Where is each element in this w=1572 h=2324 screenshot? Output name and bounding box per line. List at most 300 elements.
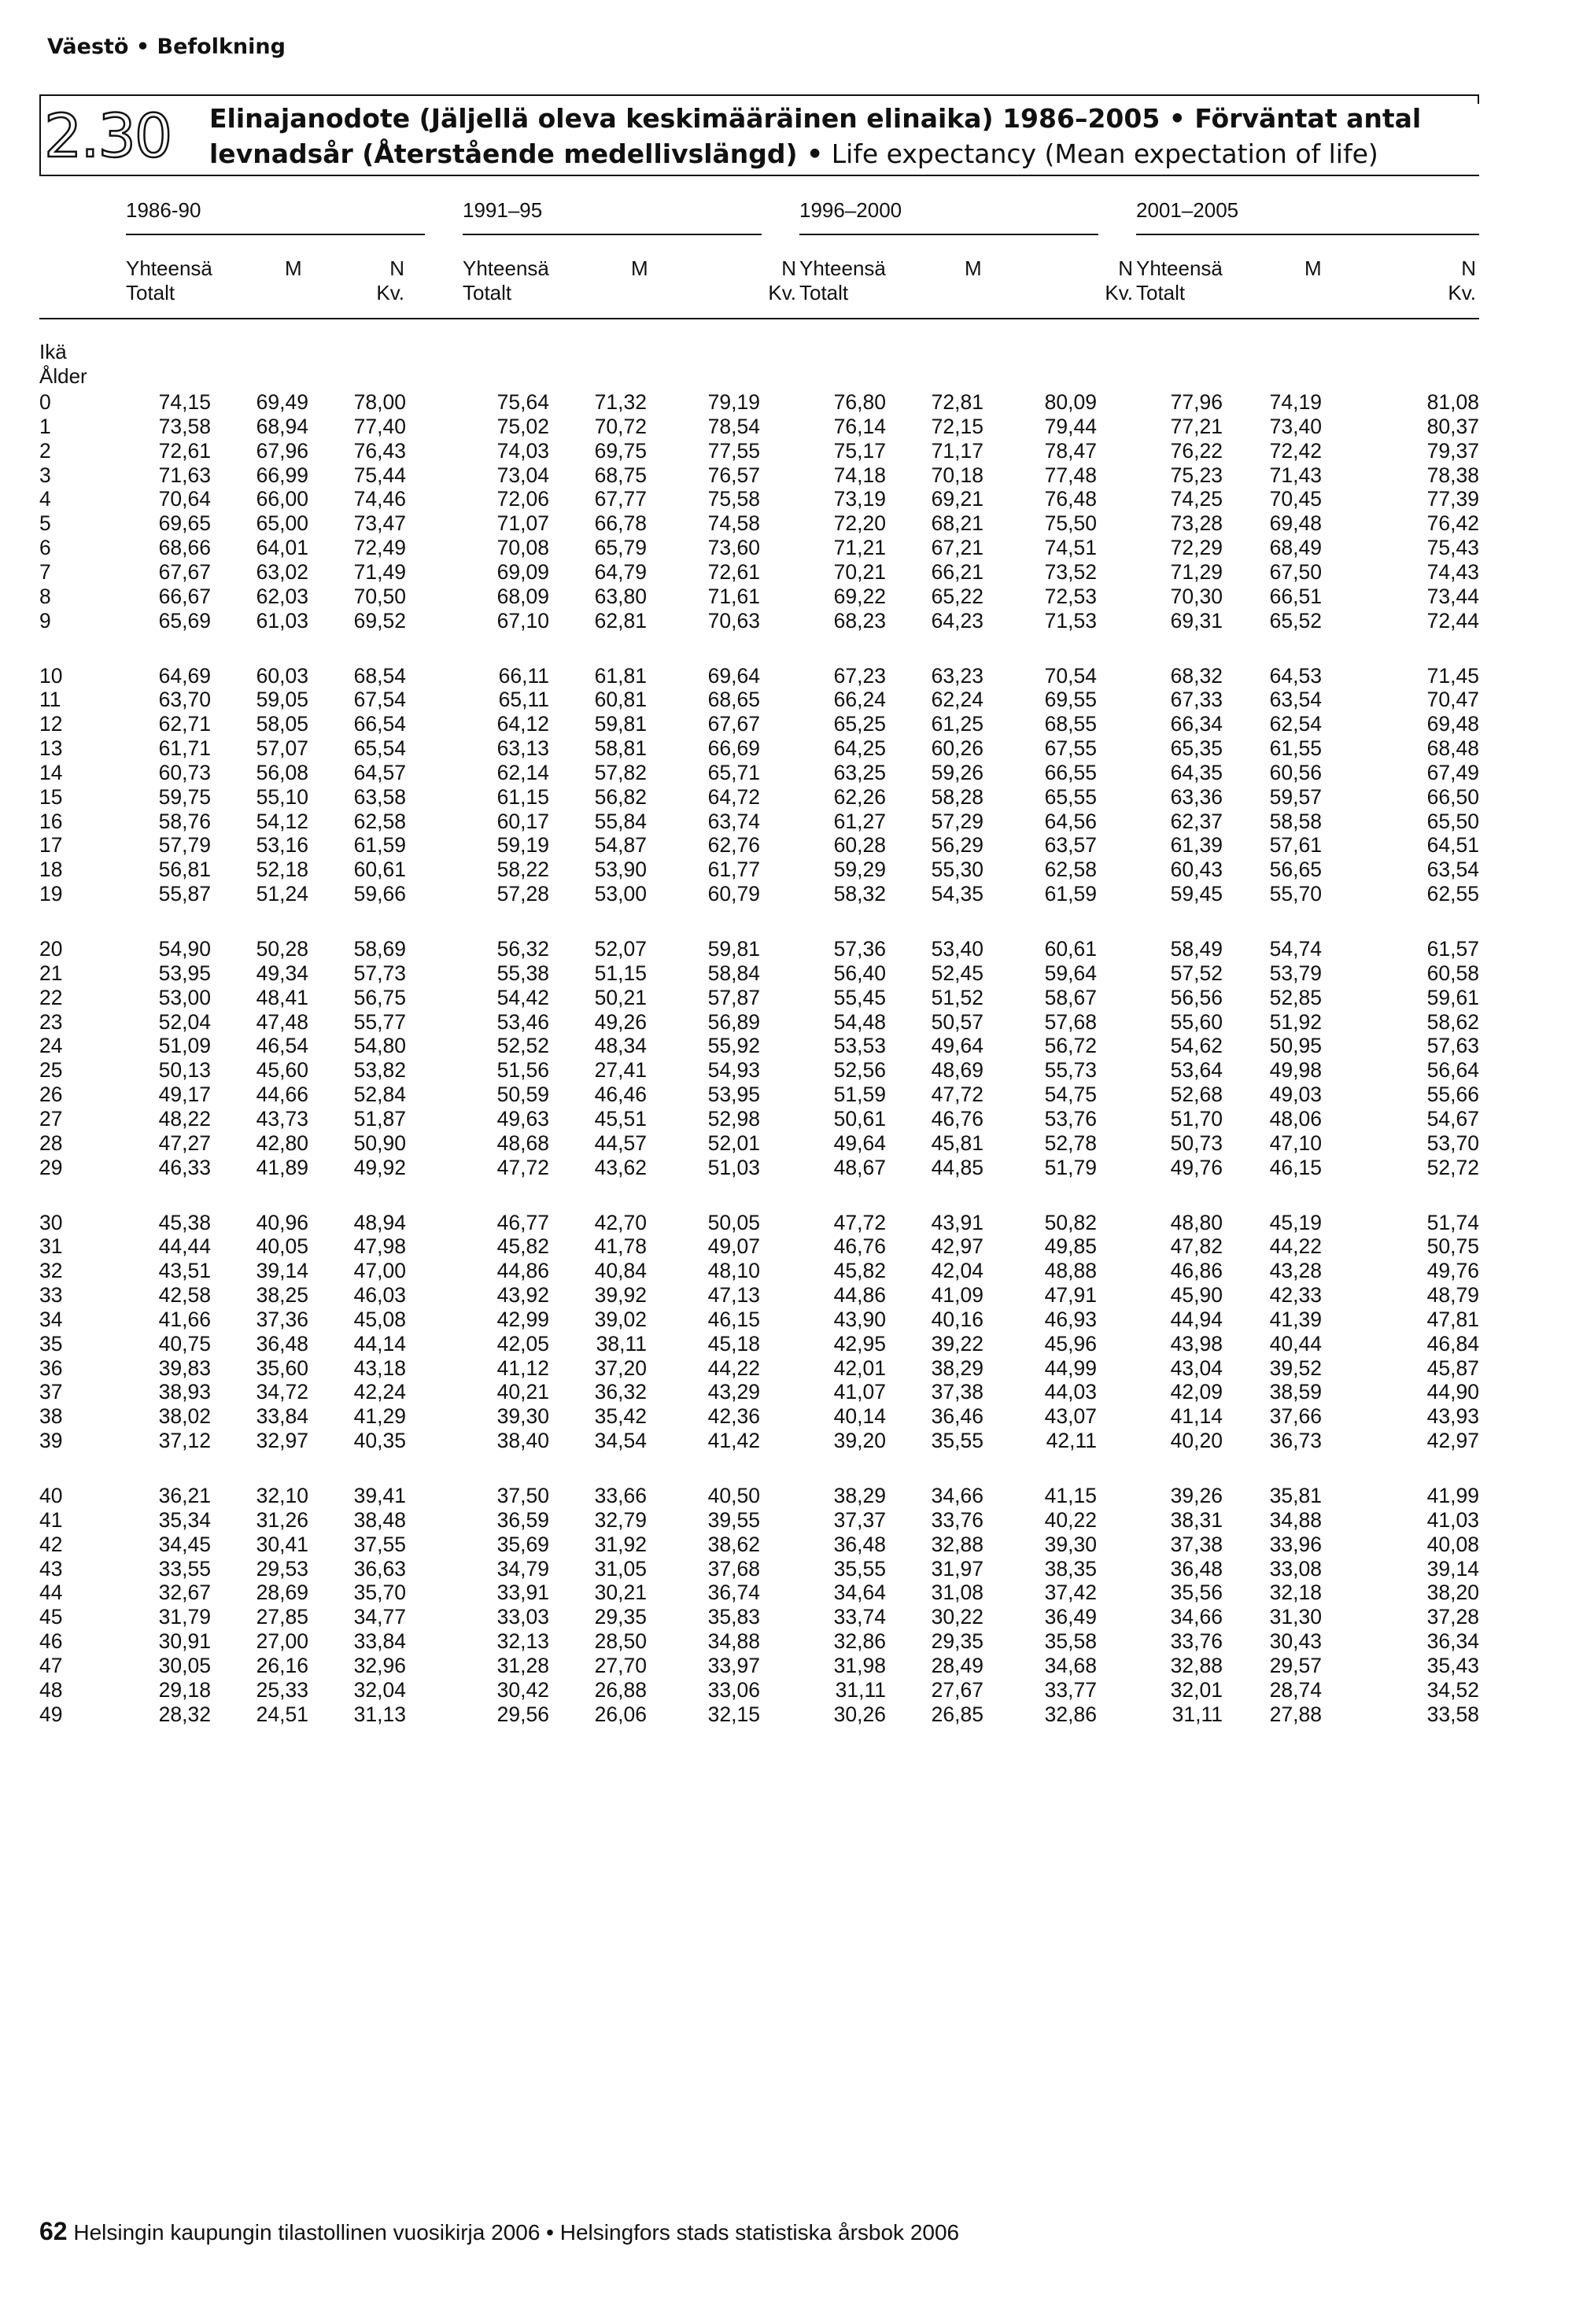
value-cell: 34,79 xyxy=(496,1556,549,1581)
value-cell: 54,75 xyxy=(1044,1083,1097,1107)
table-row xyxy=(39,736,1479,760)
table-row xyxy=(39,439,1479,463)
value-cell: 45,19 xyxy=(1269,1210,1322,1234)
value-cell: 42,04 xyxy=(931,1259,983,1283)
value-cell: 58,05 xyxy=(256,712,308,736)
table-row xyxy=(39,1283,1479,1307)
value-cell: 55,10 xyxy=(256,784,308,809)
value-cell: 65,71 xyxy=(707,760,760,784)
value-cell: 53,76 xyxy=(1044,1106,1097,1131)
table-row xyxy=(39,1308,1479,1331)
col-total-header: Yhteensä Totalt xyxy=(1136,256,1223,304)
age-cell: 7 xyxy=(39,559,51,584)
value-cell: 52,45 xyxy=(931,961,983,985)
value-cell: 65,35 xyxy=(1170,736,1223,761)
table-row xyxy=(39,1058,1479,1082)
value-cell: 43,29 xyxy=(707,1380,760,1404)
value-cell: 34,72 xyxy=(256,1380,308,1404)
value-cell: 57,82 xyxy=(594,760,647,784)
col-male-header: M xyxy=(965,256,982,280)
value-cell: 71,45 xyxy=(1426,663,1479,688)
value-cell: 53,95 xyxy=(158,961,211,985)
age-cell: 21 xyxy=(39,961,63,985)
value-cell: 40,20 xyxy=(1170,1429,1223,1453)
value-cell: 51,70 xyxy=(1170,1106,1223,1131)
value-cell: 62,58 xyxy=(353,809,406,833)
value-cell: 56,89 xyxy=(707,1009,760,1034)
value-cell: 55,87 xyxy=(158,882,211,906)
value-cell: 45,18 xyxy=(707,1331,760,1356)
value-cell: 36,34 xyxy=(1426,1629,1479,1654)
value-cell: 67,77 xyxy=(594,487,647,511)
value-cell: 66,11 xyxy=(498,663,549,688)
value-cell: 40,75 xyxy=(158,1331,211,1356)
value-cell: 31,26 xyxy=(256,1507,308,1532)
value-cell: 72,06 xyxy=(496,487,549,511)
value-cell: 60,26 xyxy=(931,736,983,761)
value-cell: 46,86 xyxy=(1170,1259,1223,1283)
value-cell: 67,67 xyxy=(158,559,211,584)
value-cell: 30,41 xyxy=(256,1532,308,1556)
value-cell: 67,55 xyxy=(1044,736,1097,761)
age-cell: 27 xyxy=(39,1106,63,1131)
value-cell: 63,23 xyxy=(931,663,983,688)
value-cell: 77,55 xyxy=(707,438,760,463)
value-cell: 33,96 xyxy=(1269,1532,1322,1556)
value-cell: 68,49 xyxy=(1269,536,1322,560)
value-cell: 73,58 xyxy=(158,414,211,438)
col-total-header: Yhteensä Totalt xyxy=(463,256,549,304)
value-cell: 55,70 xyxy=(1269,882,1322,906)
value-cell: 51,74 xyxy=(1426,1210,1479,1234)
age-cell: 24 xyxy=(39,1034,63,1058)
value-cell: 61,77 xyxy=(707,858,760,882)
value-cell: 62,14 xyxy=(496,760,549,784)
value-cell: 41,14 xyxy=(1170,1404,1223,1429)
value-cell: 54,35 xyxy=(931,882,983,906)
value-cell: 40,22 xyxy=(1044,1507,1097,1532)
value-cell: 41,99 xyxy=(1426,1484,1479,1507)
value-cell: 47,91 xyxy=(1044,1283,1097,1308)
value-cell: 73,28 xyxy=(1170,511,1223,536)
value-cell: 76,42 xyxy=(1426,511,1479,536)
value-cell: 32,88 xyxy=(1170,1653,1223,1677)
value-cell: 30,21 xyxy=(594,1581,647,1605)
value-cell: 55,38 xyxy=(496,961,549,985)
value-cell: 66,55 xyxy=(1044,760,1097,784)
value-cell: 75,44 xyxy=(353,463,406,487)
value-cell: 43,62 xyxy=(594,1155,647,1179)
value-cell: 36,48 xyxy=(833,1532,886,1556)
value-cell: 41,66 xyxy=(158,1307,211,1331)
value-cell: 46,93 xyxy=(1044,1307,1097,1331)
value-cell: 38,40 xyxy=(496,1429,549,1453)
age-cell: 28 xyxy=(39,1131,63,1155)
value-cell: 42,70 xyxy=(594,1210,647,1234)
value-cell: 69,75 xyxy=(594,438,647,463)
table-row xyxy=(39,1211,1479,1234)
value-cell: 46,33 xyxy=(158,1155,211,1179)
value-cell: 47,81 xyxy=(1426,1307,1479,1331)
value-cell: 41,29 xyxy=(353,1404,406,1429)
value-cell: 54,42 xyxy=(496,985,549,1009)
value-cell: 55,77 xyxy=(353,1009,406,1034)
value-cell: 64,25 xyxy=(833,736,886,761)
value-cell: 29,57 xyxy=(1269,1653,1322,1677)
value-cell: 59,75 xyxy=(158,784,211,809)
value-cell: 38,29 xyxy=(833,1484,886,1507)
value-cell: 47,27 xyxy=(158,1131,211,1155)
value-cell: 68,94 xyxy=(256,414,308,438)
value-cell: 44,22 xyxy=(707,1356,760,1380)
value-cell: 54,93 xyxy=(707,1058,760,1083)
value-cell: 52,04 xyxy=(158,1009,211,1034)
value-cell: 81,08 xyxy=(1426,390,1479,414)
table-row xyxy=(39,560,1479,584)
value-cell: 31,97 xyxy=(931,1556,983,1581)
value-cell: 39,14 xyxy=(256,1259,308,1283)
value-cell: 52,78 xyxy=(1044,1131,1097,1155)
table-row xyxy=(39,1107,1479,1131)
value-cell: 62,58 xyxy=(1044,858,1097,882)
value-cell: 45,81 xyxy=(931,1131,983,1155)
value-cell: 43,90 xyxy=(833,1307,886,1331)
value-cell: 69,65 xyxy=(158,511,211,536)
value-cell: 48,10 xyxy=(707,1259,760,1283)
value-cell: 68,09 xyxy=(496,584,549,608)
value-cell: 56,40 xyxy=(833,961,886,985)
value-cell: 43,73 xyxy=(256,1106,308,1131)
value-cell: 48,67 xyxy=(833,1155,886,1179)
value-cell: 36,59 xyxy=(496,1507,549,1532)
value-cell: 53,46 xyxy=(496,1009,549,1034)
value-cell: 50,57 xyxy=(931,1009,983,1034)
value-cell: 33,77 xyxy=(1044,1677,1097,1702)
value-cell: 28,32 xyxy=(158,1702,211,1726)
value-cell: 66,54 xyxy=(353,712,406,736)
value-cell: 49,17 xyxy=(158,1083,211,1107)
age-cell: 1 xyxy=(39,414,51,438)
age-cell: 3 xyxy=(39,463,51,487)
value-cell: 35,55 xyxy=(931,1429,983,1453)
value-cell: 26,85 xyxy=(931,1702,983,1726)
value-cell: 66,69 xyxy=(707,736,760,761)
value-cell: 52,72 xyxy=(1426,1155,1479,1179)
age-cell: 9 xyxy=(39,608,51,633)
value-cell: 37,66 xyxy=(1269,1404,1322,1429)
value-cell: 51,87 xyxy=(353,1106,406,1131)
value-cell: 38,02 xyxy=(158,1404,211,1429)
table-row xyxy=(39,463,1479,487)
value-cell: 39,22 xyxy=(931,1331,983,1356)
col-total-header: Yhteensä Totalt xyxy=(126,256,212,304)
value-cell: 33,84 xyxy=(256,1404,308,1429)
age-cell: 46 xyxy=(39,1629,63,1654)
value-cell: 36,73 xyxy=(1269,1429,1322,1453)
value-cell: 71,17 xyxy=(931,438,983,463)
value-cell: 31,28 xyxy=(496,1653,549,1677)
value-cell: 61,27 xyxy=(833,809,886,833)
value-cell: 33,76 xyxy=(931,1507,983,1532)
value-cell: 60,79 xyxy=(707,882,760,906)
value-cell: 39,20 xyxy=(833,1429,886,1453)
value-cell: 65,11 xyxy=(498,688,549,712)
value-cell: 70,08 xyxy=(496,536,549,560)
value-cell: 73,40 xyxy=(1269,414,1322,438)
value-cell: 34,66 xyxy=(1170,1605,1223,1629)
value-cell: 71,49 xyxy=(353,559,406,584)
value-cell: 52,98 xyxy=(707,1106,760,1131)
value-cell: 68,23 xyxy=(833,608,886,633)
value-cell: 53,00 xyxy=(594,882,647,906)
value-cell: 78,38 xyxy=(1426,463,1479,487)
value-cell: 32,96 xyxy=(353,1653,406,1677)
value-cell: 39,30 xyxy=(496,1404,549,1429)
value-cell: 52,84 xyxy=(353,1083,406,1107)
table-row xyxy=(39,1508,1479,1532)
value-cell: 44,86 xyxy=(833,1283,886,1308)
value-cell: 37,42 xyxy=(1044,1581,1097,1605)
value-cell: 71,61 xyxy=(707,584,760,608)
value-cell: 39,92 xyxy=(594,1283,647,1308)
value-cell: 74,46 xyxy=(353,487,406,511)
table-row xyxy=(39,1234,1479,1258)
value-cell: 61,55 xyxy=(1269,736,1322,761)
value-cell: 64,01 xyxy=(256,536,308,560)
table-row xyxy=(39,1629,1479,1653)
table-row xyxy=(39,609,1479,633)
value-cell: 60,03 xyxy=(256,663,308,688)
age-cell: 39 xyxy=(39,1429,63,1453)
value-cell: 63,36 xyxy=(1170,784,1223,809)
value-cell: 44,94 xyxy=(1170,1307,1223,1331)
value-cell: 57,28 xyxy=(496,882,549,906)
age-cell: 17 xyxy=(39,833,63,858)
value-cell: 77,96 xyxy=(1170,390,1223,414)
value-cell: 80,09 xyxy=(1044,390,1097,414)
value-cell: 33,91 xyxy=(496,1581,549,1605)
value-cell: 40,05 xyxy=(256,1234,308,1259)
value-cell: 28,69 xyxy=(256,1581,308,1605)
value-cell: 48,94 xyxy=(353,1210,406,1234)
value-cell: 35,83 xyxy=(707,1605,760,1629)
table-row xyxy=(39,1557,1479,1581)
value-cell: 62,81 xyxy=(594,608,647,633)
value-cell: 52,07 xyxy=(594,937,647,961)
period-header-1: 1986-90 xyxy=(126,198,425,235)
value-cell: 27,88 xyxy=(1269,1702,1322,1726)
value-cell: 58,49 xyxy=(1170,937,1223,961)
value-cell: 60,43 xyxy=(1170,858,1223,882)
value-cell: 47,10 xyxy=(1269,1131,1322,1155)
value-cell: 69,48 xyxy=(1269,511,1322,536)
value-cell: 29,35 xyxy=(594,1605,647,1629)
value-cell: 41,03 xyxy=(1426,1507,1479,1532)
value-cell: 32,18 xyxy=(1269,1581,1322,1605)
value-cell: 36,48 xyxy=(256,1331,308,1356)
value-cell: 44,03 xyxy=(1044,1380,1097,1404)
value-cell: 58,81 xyxy=(594,736,647,761)
value-cell: 63,13 xyxy=(496,736,549,761)
value-cell: 61,59 xyxy=(353,833,406,858)
table-title-bold: Elinajanodote (Jäljellä oleva keskimääräinen elinaika) 1986–2005 • Förväntat antal levnadsår (Återstående medellivslängd) • xyxy=(209,103,1422,169)
value-cell: 47,72 xyxy=(496,1155,549,1179)
value-cell: 51,09 xyxy=(158,1034,211,1058)
value-cell: 70,64 xyxy=(158,487,211,511)
value-cell: 65,25 xyxy=(833,712,886,736)
value-cell: 38,11 xyxy=(596,1331,647,1356)
table-row xyxy=(39,1356,1479,1380)
value-cell: 58,32 xyxy=(833,882,886,906)
value-cell: 77,40 xyxy=(353,414,406,438)
value-cell: 33,06 xyxy=(707,1677,760,1702)
value-cell: 62,24 xyxy=(931,688,983,712)
value-cell: 63,54 xyxy=(1269,688,1322,712)
value-cell: 46,77 xyxy=(496,1210,549,1234)
value-cell: 38,35 xyxy=(1044,1556,1097,1581)
value-cell: 47,82 xyxy=(1170,1234,1223,1259)
table-title-english: Life expectancy (Mean expectation of life) xyxy=(823,138,1378,169)
value-cell: 66,34 xyxy=(1170,712,1223,736)
value-cell: 60,73 xyxy=(158,760,211,784)
value-cell: 33,84 xyxy=(353,1629,406,1654)
value-cell: 32,88 xyxy=(931,1532,983,1556)
value-cell: 45,08 xyxy=(353,1307,406,1331)
table-row xyxy=(39,1533,1479,1556)
value-cell: 74,15 xyxy=(158,390,211,414)
period-header-4: 2001–2005 xyxy=(1136,198,1479,235)
value-cell: 67,10 xyxy=(496,608,549,633)
value-cell: 34,88 xyxy=(1269,1507,1322,1532)
value-cell: 77,21 xyxy=(1170,414,1223,438)
value-cell: 52,56 xyxy=(833,1058,886,1083)
value-cell: 54,67 xyxy=(1426,1106,1479,1131)
value-cell: 50,82 xyxy=(1044,1210,1097,1234)
value-cell: 55,84 xyxy=(594,809,647,833)
value-cell: 75,23 xyxy=(1170,463,1223,487)
value-cell: 49,07 xyxy=(707,1234,760,1259)
age-cell: 26 xyxy=(39,1083,63,1107)
value-cell: 53,40 xyxy=(931,937,983,961)
value-cell: 57,29 xyxy=(931,809,983,833)
table-number: 2.30 xyxy=(44,101,172,171)
value-cell: 44,90 xyxy=(1426,1380,1479,1404)
value-cell: 67,33 xyxy=(1170,688,1223,712)
value-cell: 52,85 xyxy=(1269,985,1322,1009)
value-cell: 39,14 xyxy=(1426,1556,1479,1581)
value-cell: 36,49 xyxy=(1044,1605,1097,1629)
value-cell: 71,32 xyxy=(594,390,647,414)
age-cell: 37 xyxy=(39,1380,63,1404)
value-cell: 37,68 xyxy=(707,1556,760,1581)
value-cell: 74,03 xyxy=(496,438,549,463)
value-cell: 50,21 xyxy=(594,985,647,1009)
value-cell: 29,35 xyxy=(931,1629,983,1654)
value-cell: 53,70 xyxy=(1426,1131,1479,1155)
value-cell: 76,48 xyxy=(1044,487,1097,511)
value-cell: 53,79 xyxy=(1269,961,1322,985)
value-cell: 51,92 xyxy=(1269,1009,1322,1034)
table-row xyxy=(39,882,1479,906)
value-cell: 46,84 xyxy=(1426,1331,1479,1356)
value-cell: 41,42 xyxy=(707,1429,760,1453)
age-cell: 38 xyxy=(39,1404,63,1429)
value-cell: 36,48 xyxy=(1170,1556,1223,1581)
table-row xyxy=(39,1259,1479,1282)
value-cell: 42,95 xyxy=(833,1331,886,1356)
value-cell: 77,48 xyxy=(1044,463,1097,487)
value-cell: 59,45 xyxy=(1170,882,1223,906)
value-cell: 46,76 xyxy=(833,1234,886,1259)
value-cell: 58,22 xyxy=(496,858,549,882)
age-cell: 45 xyxy=(39,1605,63,1629)
value-cell: 60,81 xyxy=(594,688,647,712)
value-cell: 55,45 xyxy=(833,985,886,1009)
value-cell: 79,44 xyxy=(1044,414,1097,438)
value-cell: 56,29 xyxy=(931,833,983,858)
value-cell: 31,30 xyxy=(1269,1605,1322,1629)
value-cell: 34,68 xyxy=(1044,1653,1097,1677)
value-cell: 49,76 xyxy=(1170,1155,1223,1179)
value-cell: 72,53 xyxy=(1044,584,1097,608)
age-cell: 35 xyxy=(39,1331,63,1356)
col-female-header: N Kv. xyxy=(1105,256,1133,304)
value-cell: 59,26 xyxy=(931,760,983,784)
value-cell: 74,51 xyxy=(1044,536,1097,560)
value-cell: 40,84 xyxy=(594,1259,647,1283)
value-cell: 59,05 xyxy=(256,688,308,712)
table-row xyxy=(39,858,1479,881)
value-cell: 53,00 xyxy=(158,985,211,1009)
value-cell: 60,28 xyxy=(833,833,886,858)
table-row xyxy=(39,1131,1479,1155)
value-cell: 63,02 xyxy=(256,559,308,584)
value-cell: 56,81 xyxy=(158,858,211,882)
value-cell: 72,20 xyxy=(833,511,886,536)
value-cell: 62,26 xyxy=(833,784,886,809)
value-cell: 52,18 xyxy=(256,858,308,882)
value-cell: 68,75 xyxy=(594,463,647,487)
value-cell: 74,43 xyxy=(1426,559,1479,584)
value-cell: 66,21 xyxy=(931,559,983,584)
value-cell: 47,72 xyxy=(931,1083,983,1107)
value-cell: 48,68 xyxy=(496,1131,549,1155)
value-cell: 46,54 xyxy=(256,1034,308,1058)
age-cell: 31 xyxy=(39,1234,63,1259)
value-cell: 59,81 xyxy=(707,937,760,961)
table-row xyxy=(39,664,1479,688)
value-cell: 39,41 xyxy=(353,1484,406,1507)
value-cell: 26,16 xyxy=(256,1653,308,1677)
table-row xyxy=(39,1702,1479,1726)
value-cell: 46,46 xyxy=(594,1083,647,1107)
value-cell: 32,79 xyxy=(594,1507,647,1532)
value-cell: 54,87 xyxy=(594,833,647,858)
value-cell: 49,76 xyxy=(1426,1259,1479,1283)
value-cell: 59,66 xyxy=(353,882,406,906)
value-cell: 39,30 xyxy=(1044,1532,1097,1556)
value-cell: 31,92 xyxy=(594,1532,647,1556)
value-cell: 50,05 xyxy=(707,1210,760,1234)
col-female-header: N Kv. xyxy=(768,256,796,304)
value-cell: 40,50 xyxy=(707,1484,760,1507)
value-cell: 40,14 xyxy=(833,1404,886,1429)
value-cell: 33,97 xyxy=(707,1653,760,1677)
age-cell: 2 xyxy=(39,438,51,463)
value-cell: 64,53 xyxy=(1269,663,1322,688)
value-cell: 60,58 xyxy=(1426,961,1479,985)
value-cell: 73,47 xyxy=(353,511,406,536)
